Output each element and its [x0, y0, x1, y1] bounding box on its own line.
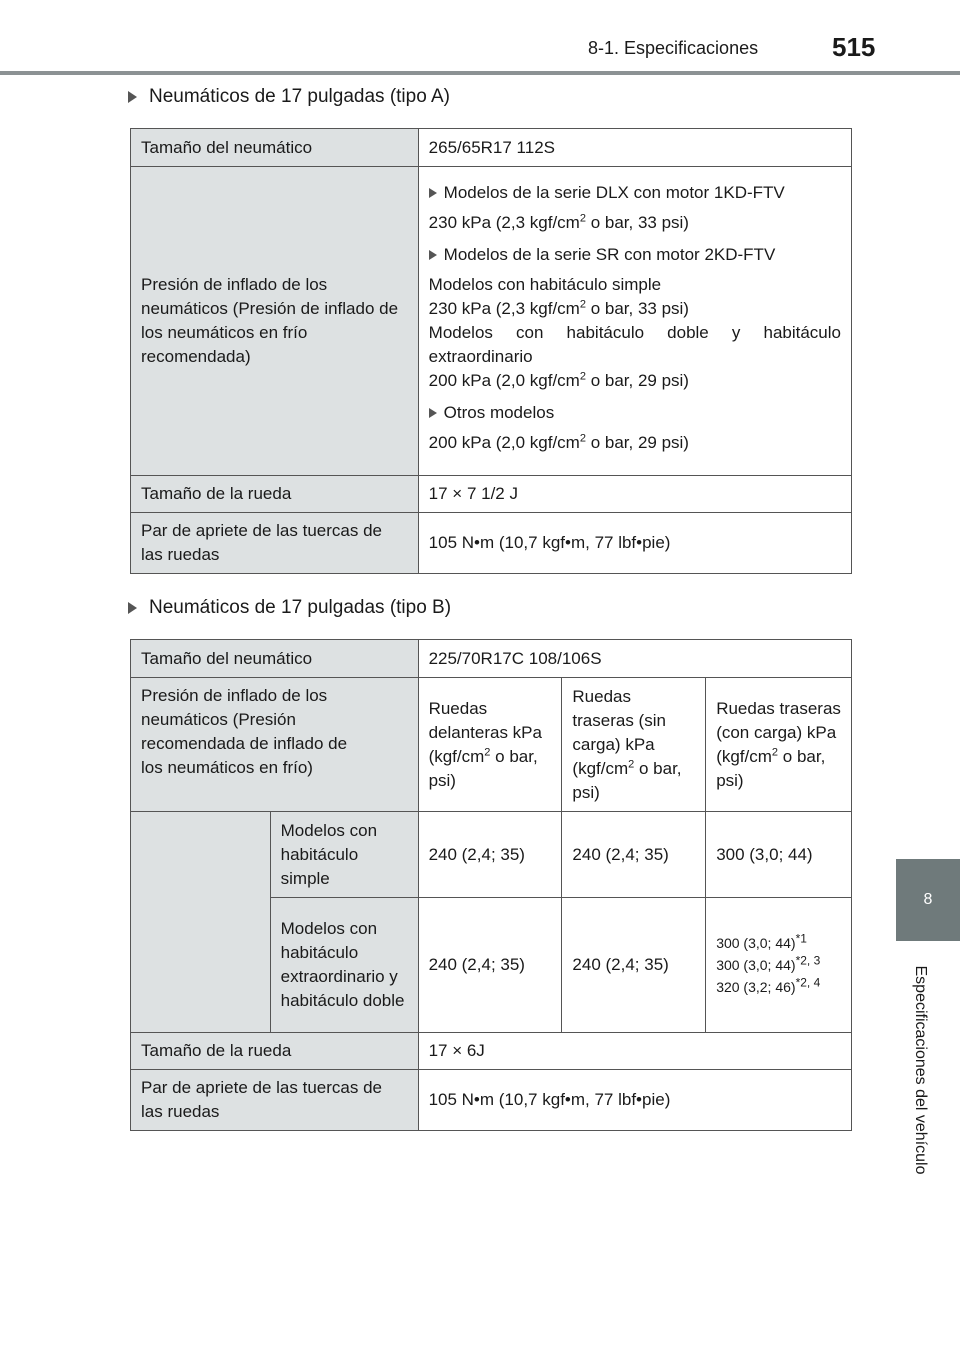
section-a-title [128, 86, 450, 108]
triangle-bullet-icon [429, 250, 437, 260]
pressure-value: 200 kPa (2,0 kgf/$cm^2$ o bar, 29 psi) [428, 432, 689, 452]
subheading [429, 401, 841, 425]
cell-value: 240 (2,4; 35) [562, 898, 706, 1033]
cell-label-empty [131, 812, 271, 1033]
cell-label: Tamaño del neumático [131, 640, 419, 678]
section-a-title-text: Neumáticos de 17 pulgadas (tipo A) [149, 86, 451, 107]
table-row [131, 812, 852, 898]
cell-value: 240 (2,4; 35) [418, 898, 562, 1033]
pressure-value: 200 kPa (2,0 kgf/$cm^2$ o bar, 29 psi) [428, 370, 689, 390]
table-row [131, 513, 852, 574]
pressure-value: 230 kPa (2,3 kgf/$cm^2$ o bar, 33 psi) [428, 212, 689, 232]
chapter-tab[interactable]: 8 [896, 859, 960, 941]
header-divider [0, 71, 960, 75]
cell-label: Tamaño de la rueda [131, 1033, 419, 1070]
cell-value: 300 (3,0; 44) [706, 812, 852, 898]
triangle-bullet-icon [128, 91, 137, 103]
pressure-text: Modelos con habitáculo simple [428, 275, 662, 294]
cell-value: 17 × 6J [418, 1033, 851, 1070]
cell-value: 240 (2,4; 35) [418, 812, 562, 898]
column-header: Ruedas delanteras kPa ($kgf/cm^2$ o bar, psi) [418, 678, 562, 812]
triangle-bullet-icon [429, 408, 437, 418]
section-heading: 8-1. Especificaciones [588, 38, 759, 58]
table-row [131, 476, 852, 513]
cell-value: 240 (2,4; 35) [562, 812, 706, 898]
chapter-side-label [900, 950, 940, 1190]
cell-value: 105 N•m (10,7 kgf•m, 77 lbf•pie) [418, 513, 851, 574]
cell-value: 17 × 7 1/2 J [418, 476, 851, 513]
pressure-text: Modelos con habitáculo doble y habitáculo extraordinario [428, 323, 841, 366]
pressure-cell [418, 167, 851, 476]
cell-value-notes: 300 (3,0; 44)$^{*1}$ 300 (3,0; 44)$^{*2, 3}$ 320 (3,2; 46)$^{*2, 4}$ [706, 898, 852, 1033]
triangle-bullet-icon [429, 188, 437, 198]
table-row [131, 1033, 852, 1070]
cell-value: 265/65R17 112S [418, 129, 851, 167]
tire-spec-table-b [130, 639, 852, 1131]
cell-label: Presión de inflado de los neumáticos (Presión de inflado de los neumáticos en frío recomendada) [131, 167, 419, 476]
table-row [131, 129, 852, 167]
triangle-bullet-icon [128, 602, 137, 614]
section-b-title-text: Neumáticos de 17 pulgadas (tipo B) [149, 597, 452, 618]
tire-spec-table-a [130, 128, 852, 574]
chapter-title: Especificaciones del vehículo [912, 965, 929, 1175]
cell-label: Presión de inflado de los neumáticos (Presión recomendada de inflado de los neumáticos en frío) [131, 678, 419, 812]
pressure-value: 230 kPa (2,3 kgf/$cm^2$ o bar, 33 psi) [428, 298, 689, 318]
subheading-text: Modelos de la serie DLX con motor 1KD-FTV [443, 183, 785, 202]
table-row [131, 1070, 852, 1131]
subheading [429, 243, 841, 267]
column-header: Ruedas traseras (sin carga) kPa ($kgf/cm^2$ o bar, psi) [562, 678, 706, 812]
subheading [429, 181, 841, 205]
subheading-text: Otros modelos [443, 403, 555, 422]
cell-label: Par de apriete de las tuercas de las ruedas [131, 513, 419, 574]
cell-label: Tamaño de la rueda [131, 476, 419, 513]
table-row [131, 678, 852, 812]
subheading-text: Modelos de la serie SR con motor 2KD-FTV [443, 245, 776, 264]
cell-label: Tamaño del neumático [131, 129, 419, 167]
cell-value: 225/70R17C 108/106S [418, 640, 851, 678]
table-row [131, 167, 852, 476]
page-number: 515 [832, 32, 876, 62]
row-label: Modelos con habitáculo extraordinario y habitáculo doble [270, 898, 418, 1033]
table-row [131, 640, 852, 678]
section-b-title [128, 597, 451, 619]
column-header: Ruedas traseras (con carga) kPa ($kgf/cm^2$ o bar, psi) [706, 678, 852, 812]
row-label: Modelos con habitáculo simple [270, 812, 418, 898]
cell-label: Par de apriete de las tuercas de las ruedas [131, 1070, 419, 1131]
cell-value: 105 N•m (10,7 kgf•m, 77 lbf•pie) [418, 1070, 851, 1131]
